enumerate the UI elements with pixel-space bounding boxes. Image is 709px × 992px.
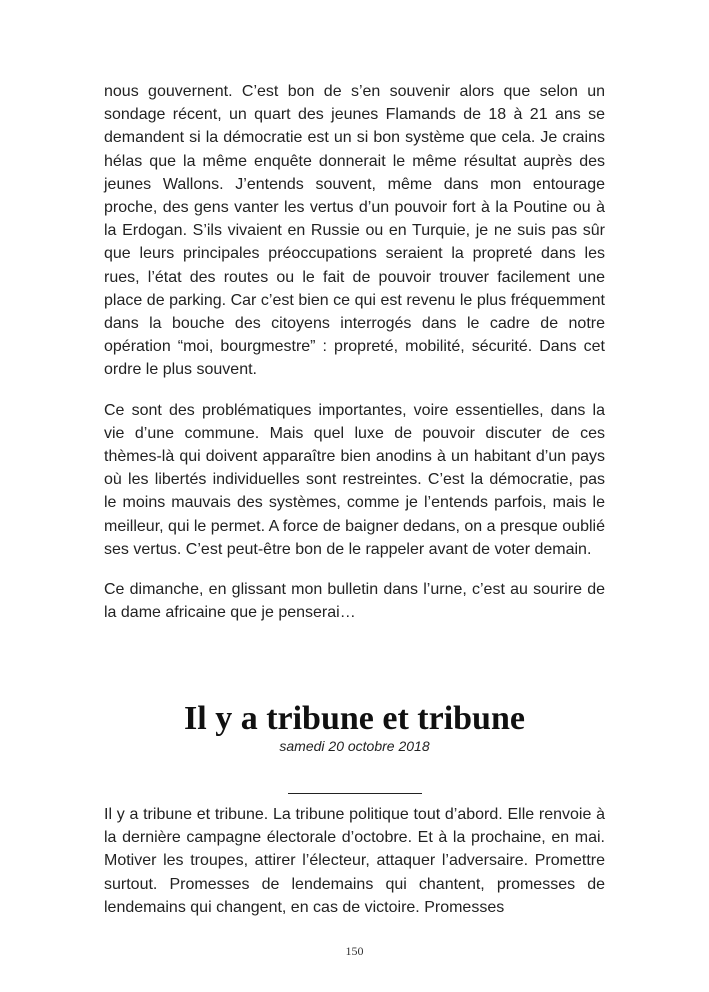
- article-date: samedi 20 octobre 2018: [279, 738, 430, 754]
- article-paragraph-1: Il y a tribune et tribune. La tribune politique tout d’abord. Elle renvoie à la dernière campagne électorale d’octobre. Et à la prochaine, en mai. Motiver les troupes, attirer l’électeur, attaquer l’adversaire. Promettre surtout. Promesses de lendemains qui chantent, promesses de lendemains qui changent, en cas de victoire. Promesses: [104, 806, 605, 916]
- body-paragraph-2: Ce sont des problématiques importantes, voire essentielles, dans la vie d’une commune. Mais quel luxe de pouvoir discuter de ces thèmes-là qui doivent apparaître bien anodins à un habitant d’un pays où les libertés individuelles sont restreintes. C’est la démocratie, pas le moins mauvais des systèmes, comme je l’entends parfois, mais le meilleur, qui le permet. A force de baigner dedans, on a presque oublié ses vertus. C’est peut-être bon de le rappeler avant de voter demain.: [104, 401, 605, 558]
- body-paragraph-1: nous gouvernent. C’est bon de s’en souvenir alors que selon un sondage récent, un quart des jeunes Flamands de 18 à 21 ans se demandent si la démocratie est un si bon système que cela. Je crains hélas que la même enquête donnerait le même résultat auprès des jeunes Wallons. J’entends souvent, même dans mon entourage proche, des gens vanter les vertus d’un pouvoir fort à la Poutine ou à la Erdogan. S’ils vivaient en Russie ou en Turquie, je ne suis pas sûr que leurs principales préoccupations seraient la propreté dans les rues, l’état des routes ou le fait de pouvoir trouver facilement une place de parking. Car c’est bien ce qui est revenu le plus fréquemment dans la bouche des citoyens interrogés dans le cadre de notre opération “moi, bourgmestre” : propreté, mobilité, sécurité. Dans cet ordre le plus souvent.: [104, 83, 605, 379]
- paragraph-gap: [104, 561, 605, 578]
- body-paragraph-3: Ce dimanche, en glissant mon bulletin dans l’urne, c’est au sourire de la dame africaine que je penserai…: [104, 581, 605, 622]
- page-number: 150: [345, 944, 364, 958]
- previous-article-body: [104, 80, 605, 624]
- title-divider: [288, 793, 422, 794]
- paragraph-gap: [104, 382, 605, 399]
- article-title: Il y a tribune et tribune: [184, 700, 525, 737]
